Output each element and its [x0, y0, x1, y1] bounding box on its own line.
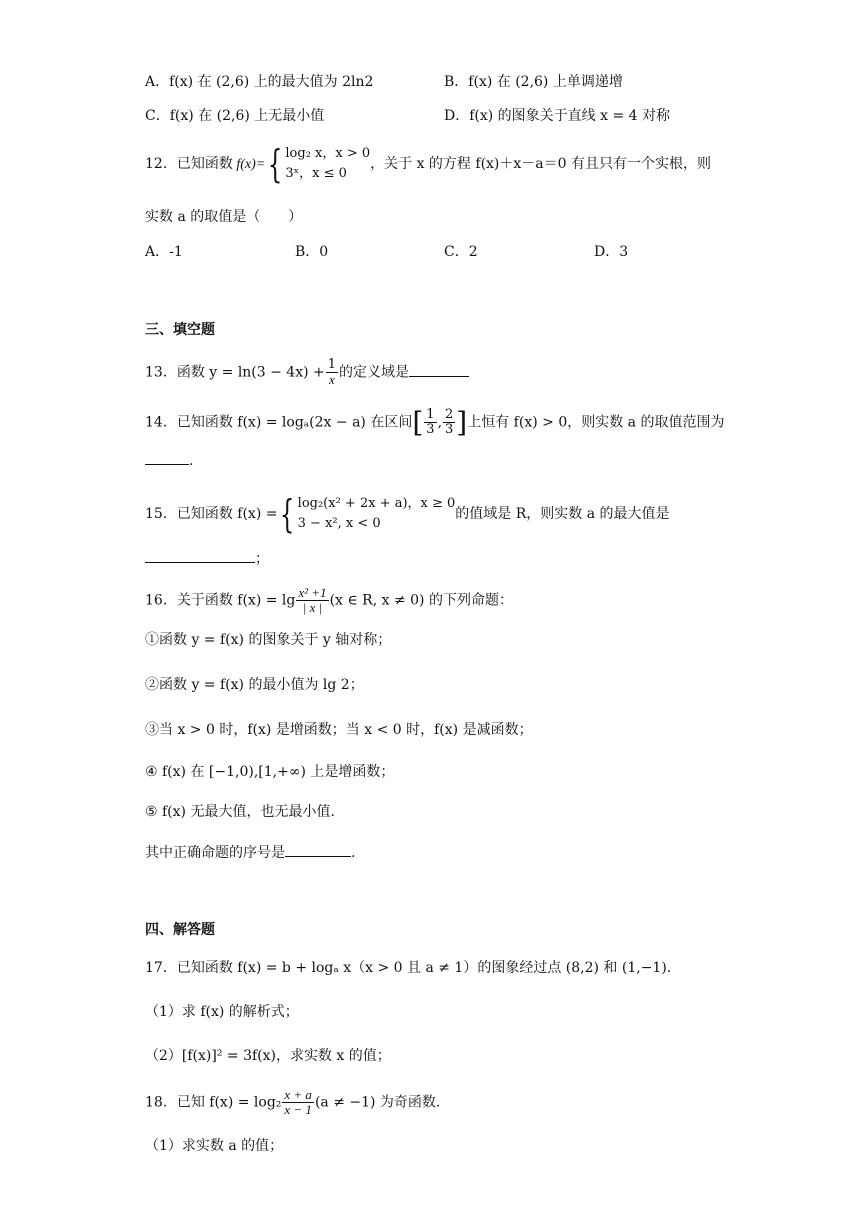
q11-option-c: C．f(x) 在 (2,6) 上无最小值: [145, 108, 325, 124]
question-13: 13．函数 y = ln(3 − 4x) + $\frac{1}{x}$ 的定义域是: [145, 358, 469, 387]
question-12: 12．已知函数 f(x)={ log₂ x，x > 0 3ˣ，x ≤ 0 ，关于 x 的方程 f(x)＋x－a＝0 有且只有一个实根，则: [145, 142, 711, 186]
q12-option-b: B．0: [295, 244, 329, 260]
question-15: 15．已知函数 f(x) ={ log₂(x² + 2x + a)，x ≥ 0 3 − x², x < 0 的值域是 R，则实数 a 的最大值是: [145, 492, 670, 536]
fraction: $\frac{x + a}{x - 1}$: [284, 1087, 312, 1117]
q12-option-c: C．2: [444, 244, 478, 260]
q12-option-a: A．-1: [145, 244, 183, 260]
answer-blank[interactable]: [145, 548, 255, 563]
fraction: $\frac{\text{x² +1}}{| x |}$: [298, 585, 327, 615]
fraction: $\frac{1}{x}$: [327, 357, 337, 387]
fraction: $\frac{1}{3}$: [426, 407, 435, 437]
question-14-line2: .: [145, 450, 193, 471]
q11-option-d: D．f(x) 的图象关于直线 x = 4 对称: [444, 108, 671, 124]
q11-option-a: A．f(x) 在 (2,6) 上的最大值为 2ln2: [145, 74, 374, 90]
question-12-line2: 实数 a 的取值是（ ）: [145, 209, 303, 225]
piecewise-brace: {: [280, 492, 295, 536]
answer-blank[interactable]: [145, 450, 189, 465]
piecewise-cases: log₂ x，x > 0 3ˣ，x ≤ 0: [285, 146, 371, 181]
section-heading-fill-in: 三、填空题: [145, 322, 215, 338]
question-17-part-2: （2）[f(x)]² = 3f(x)，求实数 x 的值；: [145, 1048, 391, 1064]
section-heading-solutions: 四、解答题: [145, 922, 215, 938]
q12-option-d: D．3: [594, 244, 629, 260]
answer-blank[interactable]: [409, 362, 469, 377]
question-17: 17．已知函数 f(x) = b + logₐ x（x > 0 且 a ≠ 1）的图象经过点 (8,2) 和 (1,−1).: [145, 960, 672, 976]
question-18-part-1: （1）求实数 a 的值；: [145, 1138, 284, 1154]
question-18: 18．已知 f(x) = log₂ $\frac{x + a}{x - 1}$ (a ≠ −1) 为奇函数.: [145, 1087, 441, 1117]
question-14: 14．已知函数 f(x) = logₐ(2x − a) 在区间[ $\frac{1}{3}$ , $\frac{2}{3}$ ]上恒有 f(x) > 0，则实数 a 的取值范围为: [145, 405, 725, 439]
question-number: 12．: [145, 156, 177, 172]
q11-option-b: B．f(x) 在 (2,6) 上单调递增: [444, 74, 623, 90]
piecewise-cases: log₂(x² + 2x + a)，x ≥ 0 3 − x², x < 0: [297, 496, 456, 531]
statement-4: ④ f(x) 在 [−1,0),[1,+∞) 上是增函数；: [145, 764, 395, 780]
question-16-prompt: 其中正确命题的序号是 .: [145, 842, 355, 863]
statement-2: ②函数 y = f(x) 的最小值为 lg 2；: [145, 677, 364, 693]
answer-blank[interactable]: [285, 842, 351, 857]
question-17-part-1: （1）求 f(x) 的解析式；: [145, 1004, 299, 1020]
fraction: $\frac{2}{3}$: [445, 407, 454, 437]
question-15-line2: ；: [145, 548, 269, 569]
statement-5: ⑤ f(x) 无最大值，也无最小值.: [145, 804, 335, 820]
question-16: 16．关于函数 f(x) = lg $\frac{\text{x² +1}}{| x |}$ (x ∈ R, x ≠ 0) 的下列命题：: [145, 585, 513, 615]
statement-1: ①函数 y = f(x) 的图象关于 y 轴对称；: [145, 632, 392, 648]
piecewise-brace: {: [268, 142, 283, 186]
statement-3: ③当 x > 0 时，f(x) 是增函数；当 x < 0 时，f(x) 是减函数；: [145, 722, 533, 738]
